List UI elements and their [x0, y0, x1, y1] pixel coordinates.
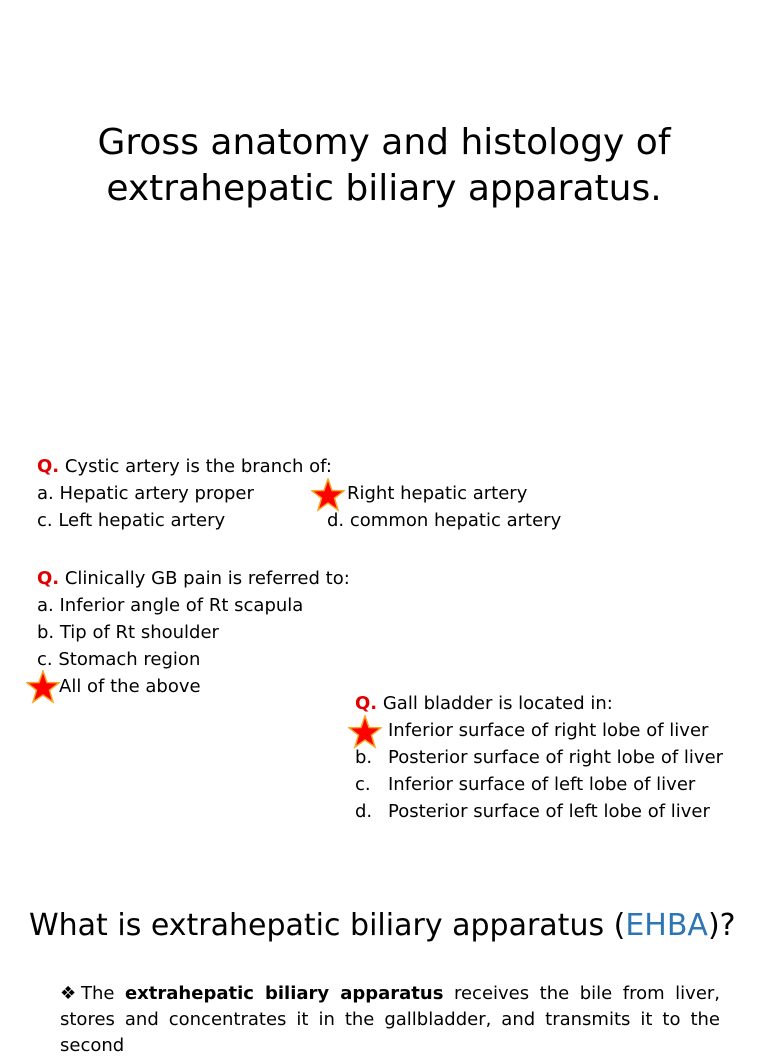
option-d: All of the above: [59, 676, 201, 697]
option-c: c. Stomach region: [37, 649, 201, 670]
bullet-icon: ❖: [60, 983, 81, 1004]
question-text: Gall bladder is located in:: [377, 693, 613, 714]
title-text: What is extrahepatic biliary apparatus (: [29, 908, 626, 943]
question-2: [37, 565, 367, 700]
star-icon: [311, 478, 345, 512]
bullet-text-post: receives the bile from liver, stores and concentrates it in the gallbladder, and transmits it to the second: [60, 983, 721, 1056]
slide-2-title: [29, 904, 736, 948]
star-icon: [26, 670, 60, 704]
slide-title-line-1: Gross anatomy and histology of: [97, 122, 671, 163]
question-text: Cystic artery is the branch of:: [59, 456, 332, 477]
option-letter: b.: [355, 747, 373, 768]
option-text: Inferior surface of left lobe of liver: [388, 774, 696, 795]
title-acronym: EHBA: [625, 908, 708, 943]
bullet-paragraph: [60, 981, 720, 1059]
bullet-text-pre: The: [80, 983, 125, 1004]
option-letter: d.: [355, 801, 373, 822]
title-suffix: )?: [707, 908, 736, 943]
slide-title-line-2: extrahepatic biliary apparatus.: [106, 168, 662, 209]
option-c: c. Left hepatic artery: [37, 510, 226, 531]
option-letter: c.: [355, 774, 371, 795]
option-b: Right hepatic artery: [347, 483, 528, 504]
slide-title: [40, 120, 728, 212]
star-icon: [348, 715, 382, 749]
question-text: Clinically GB pain is referred to:: [59, 568, 350, 589]
option-text: Posterior surface of left lobe of liver: [388, 801, 710, 822]
option-text: Posterior surface of right lobe of liver: [388, 747, 724, 768]
question-3-stem: [355, 690, 745, 717]
question-1-stem: [37, 453, 597, 480]
question-3: [355, 690, 745, 830]
question-marker: Q.: [37, 568, 60, 589]
option-d: d. common hepatic artery: [327, 510, 562, 531]
bullet-term: extrahepatic biliary apparatus: [124, 983, 444, 1004]
option-a: a. Inferior angle of Rt scapula: [37, 595, 304, 616]
question-marker: Q.: [37, 456, 60, 477]
option-b: b. Tip of Rt shoulder: [37, 622, 219, 643]
question-marker: Q.: [355, 693, 378, 714]
question-2-stem: [37, 565, 367, 592]
option-text: Inferior surface of right lobe of liver: [388, 720, 709, 741]
option-a: a. Hepatic artery proper: [37, 483, 254, 504]
